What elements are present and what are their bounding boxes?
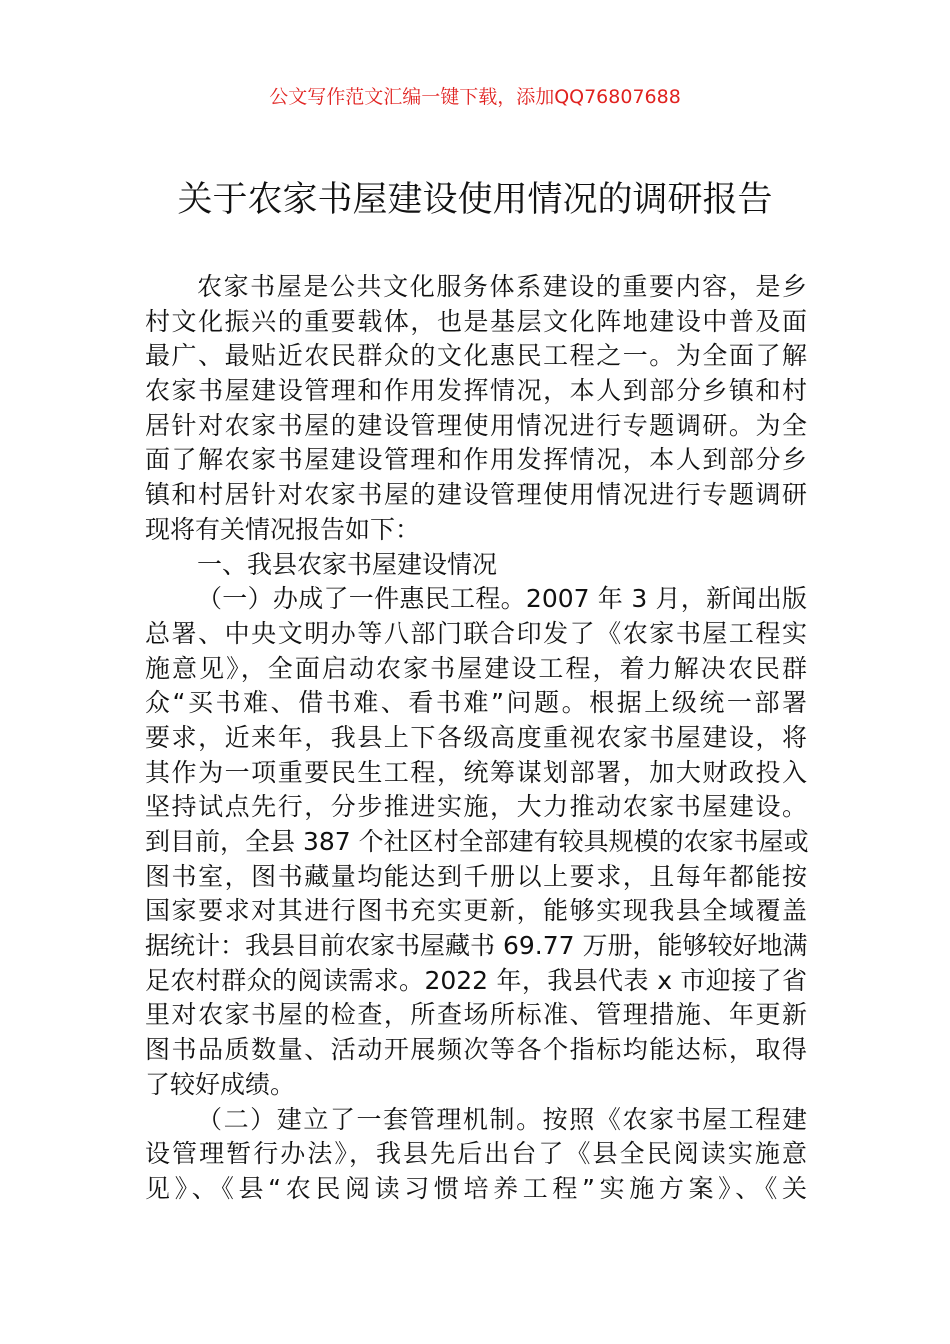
document-title: 关于农家书屋建设使用情况的调研报告 xyxy=(177,180,773,220)
body-text-line: 国家要求对其进行图书充实更新，能够实现我县全域覆盖 xyxy=(145,896,807,926)
body-text-line: 众“买书难、借书难、看书难”问题。根据上级统一部署 xyxy=(145,688,807,718)
body-text-line: 镇和村居针对农家书屋的建设管理使用情况进行专题调研 xyxy=(145,480,807,510)
document-body xyxy=(145,270,807,1207)
body-text-line: 现将有关情况报告如下： xyxy=(145,514,421,544)
body-text-line: 了较好成绩。 xyxy=(145,1069,296,1099)
body-text-line: 坚持试点先行，分步推进实施，大力推动农家书屋建设。 xyxy=(145,792,807,822)
body-text-line: （一）办成了一件惠民工程。2007 年 3 月，新闻出版 xyxy=(197,584,807,614)
body-text-line: 里对农家书屋的检查，所查场所标准、管理措施、年更新 xyxy=(145,1000,807,1030)
body-text-line: 农家书屋建设管理和作用发挥情况，本人到部分乡镇和村 xyxy=(145,376,807,406)
body-text-line: （二）建立了一套管理机制。按照《农家书屋工程建 xyxy=(197,1104,807,1134)
body-text-line: 到目前，全县 387 个社区村全部建有较具规模的农家书屋或 xyxy=(145,827,809,856)
body-text-line: 总署、中央文明办等八部门联合印发了《农家书屋工程实 xyxy=(145,618,807,648)
body-text-line: 据统计：我县目前农家书屋藏书 69.77 万册，能够较好地满 xyxy=(145,931,808,961)
body-text-line: 见》、《县“农民阅读习惯培养工程”实施方案》、《关 xyxy=(145,1173,807,1203)
body-text-line: 图书品质数量、活动开展频次等各个指标均能达标，取得 xyxy=(145,1035,807,1065)
watermark-download-notice: 公文写作范文汇编一键下载，添加QQ76807688 xyxy=(269,86,681,108)
body-text-line: 村文化振兴的重要载体，也是基层文化阵地建设中普及面 xyxy=(145,306,807,336)
body-text-line: 设管理暂行办法》，我县先后出台了《县全民阅读实施意 xyxy=(145,1139,807,1169)
body-text-line: 足农村群众的阅读需求。2022 年，我县代表 x 市迎接了省 xyxy=(145,965,807,995)
body-text-line: 要求，近来年，我县上下各级高度重视农家书屋建设，将 xyxy=(145,722,807,752)
body-text-line: 图书室，图书藏量均能达到千册以上要求，且每年都能按 xyxy=(145,861,807,891)
body-text-line: 面了解农家书屋建设管理和作用发挥情况，本人到部分乡 xyxy=(145,445,807,475)
body-text-line: 农家书屋是公共文化服务体系建设的重要内容，是乡 xyxy=(197,272,807,301)
body-text-line: 施意见》，全面启动农家书屋建设工程，着力解决农民群 xyxy=(145,653,807,683)
body-text-line: 一、我县农家书屋建设情况 xyxy=(197,549,498,579)
body-text-line: 居针对农家书屋的建设管理使用情况进行专题调研。为全 xyxy=(145,410,807,440)
body-text-line: 最广、最贴近农民群众的文化惠民工程之一。为全面了解 xyxy=(145,341,807,371)
body-text-line: 其作为一项重要民生工程，统筹谋划部署，加大财政投入 xyxy=(145,757,807,787)
